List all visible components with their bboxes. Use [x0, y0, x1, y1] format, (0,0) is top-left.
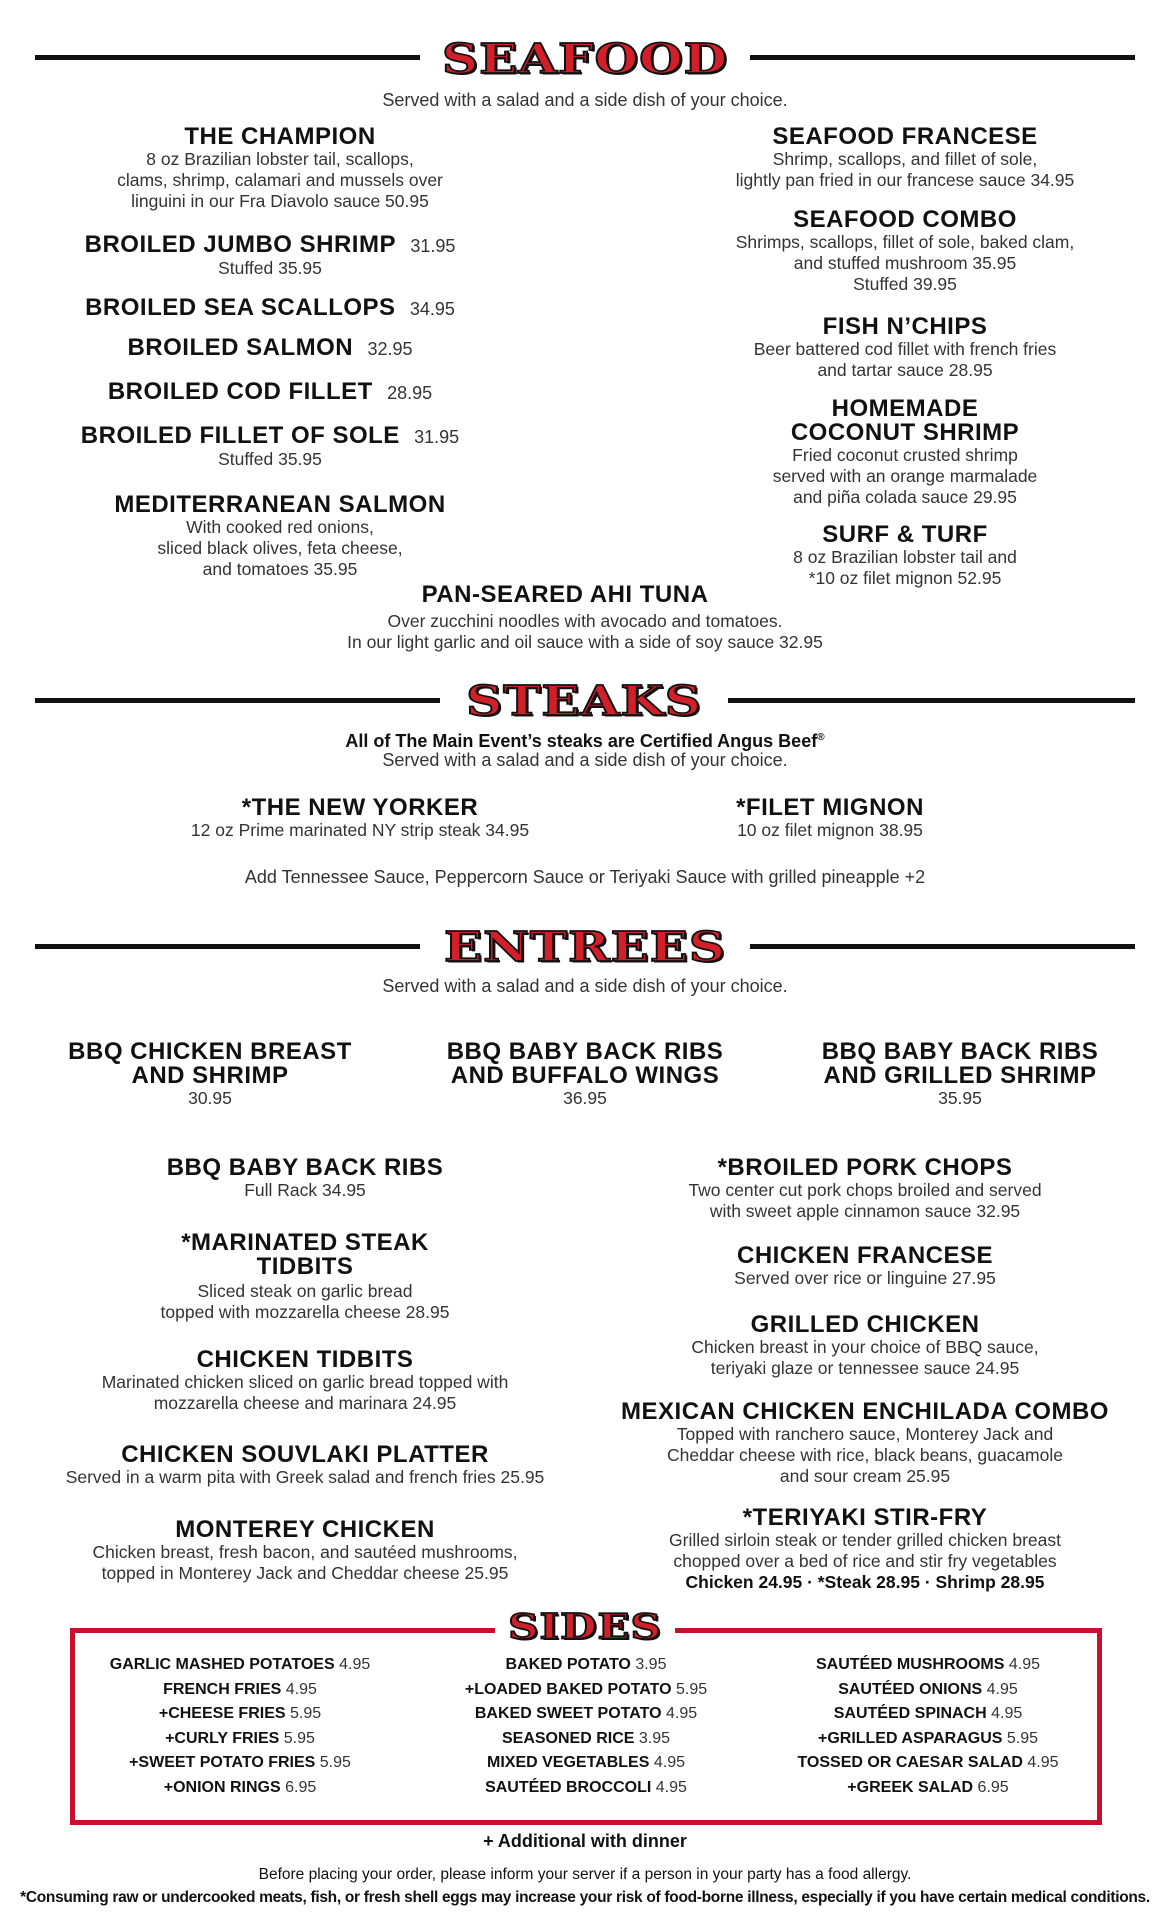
- menu-item-mexican-chicken-enchilada-combo: MEXICAN CHICKEN ENCHILADA COMBO Topped with ranchero sauce, Monterey Jack and Cheddar cheese with rice, black beans, guacamole and sour cream 25.95: [621, 1398, 1109, 1486]
- side-item: BAKED POTATO 3.95: [505, 1656, 667, 1673]
- side-item: +CHEESE FRIES 5.95: [158, 1705, 322, 1723]
- seafood-subtitle: Served with a salad and a side dish of your choice.: [382, 90, 788, 110]
- menu-item-teriyaki-stir-fry: *TERIYAKI STIR-FRY Grilled sirloin steak or tender grilled chicken breast chopped over a bed of rice and stir fry vegetables Chicken 24.95 · *Steak 28.95 · Shrimp 28.95: [669, 1504, 1061, 1592]
- sides-column-1: [75, 1653, 405, 1801]
- side-item: SAUTÉED BROCCOLI 4.95: [485, 1778, 687, 1796]
- menu-item-mediterranean-salmon: MEDITERRANEAN SALMON With cooked red onions, sliced black olives, feta cheese, and tomatoes 35.95: [114, 491, 446, 579]
- menu-item-fish-n-chips: FISH N’CHIPS Beer battered cod fillet with french fries and tartar sauce 28.95: [753, 313, 1057, 380]
- menu-item-marinated-steak-tidbits: *MARINATED STEAK TIDBITS Sliced steak on garlic bread topped with mozzarella cheese 28.95: [160, 1229, 450, 1322]
- sides-box: [70, 1628, 1102, 1825]
- menu-item-bbq-baby-back-ribs: BBQ BABY BACK RIBS Full Rack 34.95: [166, 1154, 444, 1200]
- menu-item-ribs-and-grilled-shrimp: BBQ BABY BACK RIBS AND GRILLED SHRIMP 35.95: [821, 1038, 1099, 1108]
- entrees-subtitle: Served with a salad and a side dish of your choice.: [382, 976, 788, 996]
- steaks-heading: STEAKS: [466, 676, 702, 725]
- sides-column-2: [421, 1653, 751, 1801]
- divider-line: [35, 55, 420, 60]
- menu-item-pan-seared-ahi-tuna: PAN-SEARED AHI TUNA Over zucchini noodles with avocado and tomatoes. In our light garlic and oil sauce with a side of soy sauce 32.95: [347, 581, 823, 652]
- side-item: MIXED VEGETABLES 4.95: [487, 1754, 685, 1772]
- divider-line: [35, 944, 420, 949]
- seafood-heading: SEAFOOD: [442, 34, 728, 83]
- sides-heading: SIDES: [508, 1606, 662, 1647]
- menu-item-seafood-combo: SEAFOOD COMBO Shrimps, scallops, fillet of sole, baked clam, and stuffed mushroom 35.95 Stuffed 39.95: [735, 206, 1075, 294]
- sides-column-3: [763, 1653, 1093, 1801]
- menu-item-chicken-souvlaki-platter: CHICKEN SOUVLAKI PLATTER Served in a warm pita with Greek salad and french fries 25.95: [65, 1441, 545, 1487]
- menu-item-broiled-jumbo-shrimp: BROILED JUMBO SHRIMP 31.95 Stuffed 35.95: [84, 231, 456, 278]
- menu-item-broiled-salmon: BROILED SALMON 32.95: [127, 334, 413, 361]
- side-item: +SWEET POTATO FRIES 5.95: [129, 1754, 351, 1772]
- side-item: +ONION RINGS 6.95: [163, 1778, 317, 1796]
- divider-line: [728, 698, 1135, 703]
- side-item: SAUTÉED ONIONS 4.95: [838, 1680, 1018, 1698]
- menu-item-broiled-pork-chops: *BROILED PORK CHOPS Two center cut pork chops broiled and served with sweet apple cinnamon sauce 32.95: [688, 1154, 1042, 1221]
- menu-item-ribs-and-buffalo-wings: BBQ BABY BACK RIBS AND BUFFALO WINGS 36.95: [446, 1038, 724, 1108]
- menu-item-broiled-sea-scallops: BROILED SEA SCALLOPS 34.95: [85, 294, 455, 321]
- divider-line: [35, 698, 440, 703]
- side-item: +GREEK SALAD 6.95: [847, 1778, 1009, 1796]
- menu-item-chicken-tidbits: CHICKEN TIDBITS Marinated chicken sliced on garlic bread topped with mozzarella cheese and marinara 24.95: [101, 1346, 509, 1413]
- side-item: SAUTÉED SPINACH 4.95: [833, 1705, 1023, 1723]
- steaks-subtitle: All of The Main Event’s steaks are Certified Angus Beef®: [345, 731, 825, 751]
- menu-item-seafood-francese: SEAFOOD FRANCESE Shrimp, scallops, and fillet of sole, lightly pan fried in our francese sauce 34.95: [735, 123, 1075, 190]
- side-item: GARLIC MASHED POTATOES 4.95: [109, 1656, 371, 1673]
- menu-item-broiled-cod-fillet: BROILED COD FILLET 28.95: [107, 378, 433, 405]
- side-item: +GRILLED ASPARAGUS 5.95: [817, 1729, 1039, 1747]
- menu-item-coconut-shrimp: HOMEMADE COCONUT SHRIMP Fried coconut crusted shrimp served with an orange marmalade and piña colada sauce 29.95: [772, 395, 1038, 507]
- side-item: SAUTÉED MUSHROOMS 4.95: [815, 1656, 1041, 1673]
- entrees-heading: ENTREES: [444, 922, 726, 971]
- menu-item-grilled-chicken: GRILLED CHICKEN Chicken breast in your choice of BBQ sauce, teriyaki glaze or tennessee sauce 24.95: [691, 1311, 1039, 1378]
- menu-item-the-new-yorker: *THE NEW YORKER 12 oz Prime marinated NY strip steak 34.95: [190, 794, 530, 840]
- side-item: TOSSED OR CAESAR SALAD 4.95: [797, 1754, 1059, 1772]
- side-item: FRENCH FRIES 4.95: [163, 1680, 317, 1698]
- side-item: +CURLY FRIES 5.95: [165, 1729, 315, 1747]
- divider-line: [750, 944, 1135, 949]
- menu-item-broiled-fillet-of-sole: BROILED FILLET OF SOLE 31.95 Stuffed 35.95: [80, 422, 460, 469]
- menu-item-surf-and-turf: SURF & TURF 8 oz Brazilian lobster tail and *10 oz filet mignon 52.95: [793, 521, 1017, 588]
- side-item: BAKED SWEET POTATO 4.95: [474, 1705, 698, 1723]
- steaks-subtitle-2: Served with a salad and a side dish of your choice.: [382, 750, 788, 770]
- menu-item-chicken-francese: CHICKEN FRANCESE Served over rice or linguine 27.95: [734, 1242, 996, 1288]
- menu-item-the-champion: THE CHAMPION 8 oz Brazilian lobster tail, scallops, clams, shrimp, calamari and mussels over linguini in our Fra Diavolo sauce 50.95: [117, 123, 443, 211]
- divider-line: [750, 55, 1135, 60]
- allergy-notice: Before placing your order, please inform your server if a person in your party has a food allergy.: [258, 1866, 912, 1883]
- sides-additional-note: + Additional with dinner: [483, 1831, 687, 1851]
- menu-item-filet-mignon: *FILET MIGNON 10 oz filet mignon 38.95: [736, 794, 924, 840]
- steaks-sauce-addon: Add Tennessee Sauce, Peppercorn Sauce or Teriyaki Sauce with grilled pineapple +2: [244, 867, 926, 887]
- side-item: SEASONED RICE 3.95: [501, 1729, 671, 1747]
- side-item: +LOADED BAKED POTATO 5.95: [464, 1680, 708, 1698]
- consumption-warning: *Consuming raw or undercooked meats, fish, or fresh shell eggs may increase your risk of food-borne illness, especially if you have certain medical conditions.: [20, 1889, 1150, 1906]
- menu-item-bbq-chicken-breast-and-shrimp: BBQ CHICKEN BREAST AND SHRIMP 30.95: [68, 1038, 352, 1108]
- menu-item-monterey-chicken: MONTEREY CHICKEN Chicken breast, fresh bacon, and sautéed mushrooms, topped in Monterey Jack and Cheddar cheese 25.95: [92, 1516, 518, 1583]
